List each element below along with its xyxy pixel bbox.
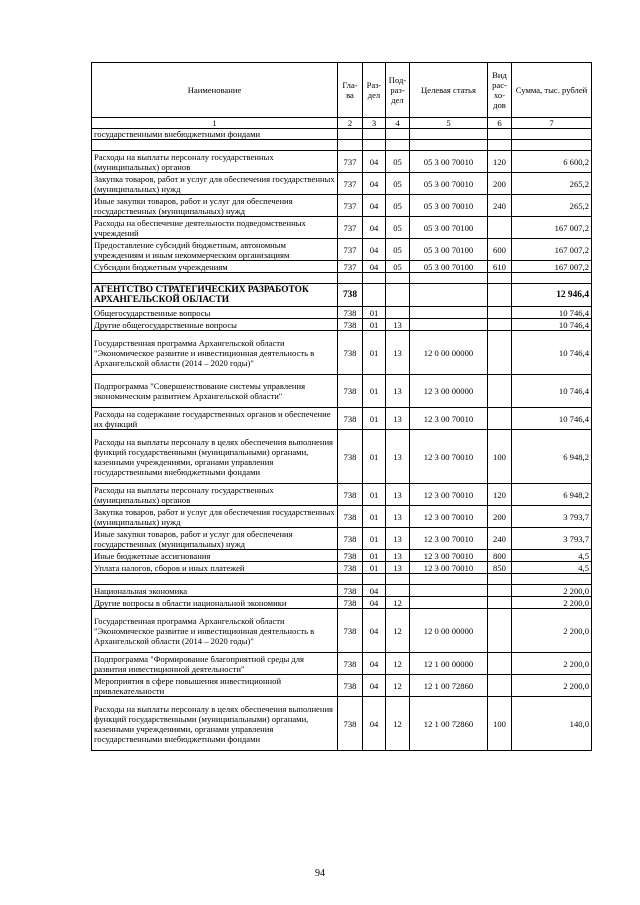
cell-amount: 167 007,2 xyxy=(512,239,592,261)
cell-name: Иные закупки товаров, работ и услуг для обеспечения государственных (муниципальных) нужд xyxy=(92,528,338,550)
table-row xyxy=(92,585,592,597)
cell-razdel: 01 xyxy=(363,319,386,331)
cell-name: Другие общегосударственные вопросы xyxy=(92,319,338,331)
cell-amount: 10 746,4 xyxy=(512,375,592,408)
cell-target-article: 12 3 00 00000 xyxy=(410,375,488,408)
cell-target-article xyxy=(410,273,488,284)
table-row xyxy=(92,550,592,562)
cell-expense-type: 100 xyxy=(488,697,512,751)
cell-expense-type xyxy=(488,307,512,319)
cell-amount: 10 746,4 xyxy=(512,408,592,430)
cell-podrazdel: 13 xyxy=(386,484,410,506)
cell-podrazdel: 13 xyxy=(386,506,410,528)
cell-name: Подпрограмма "Формирование благоприятной среды для развития инвестиционной деятельности" xyxy=(92,653,338,675)
cell-glava: 738 xyxy=(338,597,363,609)
cell-expense-type xyxy=(488,609,512,653)
cell-podrazdel: 13 xyxy=(386,550,410,562)
cell-amount xyxy=(512,574,592,585)
table-row xyxy=(92,151,592,173)
cell-glava: 738 xyxy=(338,697,363,751)
cell-glava: 738 xyxy=(338,307,363,319)
cell-amount xyxy=(512,273,592,284)
cell-podrazdel xyxy=(386,574,410,585)
cell-target-article: 05 3 00 70100 xyxy=(410,217,488,239)
cell-podrazdel: 13 xyxy=(386,375,410,408)
cell-glava: 738 xyxy=(338,585,363,597)
cell-amount: 2 200,0 xyxy=(512,675,592,697)
cell-name: Иные закупки товаров, работ и услуг для обеспечения государственных (муниципальных) нужд xyxy=(92,195,338,217)
cell-razdel: 01 xyxy=(363,506,386,528)
cell-name: Национальная экономика xyxy=(92,585,338,597)
cell-expense-type: 240 xyxy=(488,528,512,550)
cell-target-article: 12 3 00 70010 xyxy=(410,430,488,484)
cell-amount: 10 746,4 xyxy=(512,319,592,331)
cell-target-article: 12 3 00 70010 xyxy=(410,484,488,506)
cell-name: Расходы на содержание государственных органов и обеспечение их функций xyxy=(92,408,338,430)
cell-podrazdel: 13 xyxy=(386,331,410,375)
table-row xyxy=(92,653,592,675)
cell-glava: 737 xyxy=(338,239,363,261)
cell-name: государственными внебюджетными фондами xyxy=(92,129,338,140)
cell-name xyxy=(92,140,338,151)
table-row xyxy=(92,261,592,273)
cell-target-article xyxy=(410,284,488,307)
cell-target-article: 12 3 00 70010 xyxy=(410,408,488,430)
cell-expense-type: 240 xyxy=(488,195,512,217)
cell-expense-type xyxy=(488,574,512,585)
cell-name: Общегосударственные вопросы xyxy=(92,307,338,319)
cell-name: Государственная программа Архангельской области "Экономическое развитие и инвестиционная деятельность в Архангельской области (2014 – 2020 годы)" xyxy=(92,331,338,375)
cell-glava: 738 xyxy=(338,331,363,375)
cell-razdel: 04 xyxy=(363,653,386,675)
cell-amount: 6 948,2 xyxy=(512,484,592,506)
cell-razdel: 01 xyxy=(363,408,386,430)
cell-glava: 737 xyxy=(338,261,363,273)
cell-name: Расходы на выплаты персоналу в целях обеспечения выполнения функций государственными (муниципальными) органами, казенными учреждениями, органами управления государственными внебюджетными фондами xyxy=(92,697,338,751)
cell-expense-type: 850 xyxy=(488,562,512,574)
cell-podrazdel xyxy=(386,307,410,319)
cell-podrazdel: 13 xyxy=(386,562,410,574)
cell-name: Субсидии бюджетным учреждениям xyxy=(92,261,338,273)
cell-amount: 167 007,2 xyxy=(512,261,592,273)
cell-podrazdel xyxy=(386,140,410,151)
cell-name: Закупка товаров, работ и услуг для обеспечения государственных (муниципальных) нужд xyxy=(92,506,338,528)
cell-expense-type xyxy=(488,217,512,239)
column-number: 2 xyxy=(338,118,363,129)
cell-target-article xyxy=(410,129,488,140)
cell-razdel: 01 xyxy=(363,528,386,550)
cell-podrazdel: 05 xyxy=(386,151,410,173)
cell-glava xyxy=(338,273,363,284)
cell-amount: 6 600,2 xyxy=(512,151,592,173)
cell-razdel: 04 xyxy=(363,609,386,653)
cell-glava: 737 xyxy=(338,173,363,195)
table-row xyxy=(92,697,592,751)
cell-expense-type xyxy=(488,585,512,597)
table-row xyxy=(92,375,592,408)
table-row xyxy=(92,597,592,609)
cell-razdel: 01 xyxy=(363,430,386,484)
cell-amount xyxy=(512,129,592,140)
cell-amount: 10 746,4 xyxy=(512,307,592,319)
cell-glava xyxy=(338,140,363,151)
cell-razdel: 04 xyxy=(363,585,386,597)
cell-razdel: 01 xyxy=(363,307,386,319)
column-number: 1 xyxy=(92,118,338,129)
cell-glava: 738 xyxy=(338,430,363,484)
cell-amount: 3 793,7 xyxy=(512,506,592,528)
cell-expense-type: 100 xyxy=(488,430,512,484)
cell-name xyxy=(92,273,338,284)
cell-target-article: 05 3 00 70100 xyxy=(410,239,488,261)
cell-target-article: 05 3 00 70010 xyxy=(410,173,488,195)
table-row xyxy=(92,430,592,484)
table-header-row xyxy=(92,63,592,118)
cell-name: АГЕНТСТВО СТРАТЕГИЧЕСКИХ РАЗРАБОТОК АРХАНГЕЛЬСКОЙ ОБЛАСТИ xyxy=(92,284,338,307)
table-row xyxy=(92,408,592,430)
cell-expense-type: 120 xyxy=(488,151,512,173)
cell-razdel xyxy=(363,140,386,151)
cell-razdel: 04 xyxy=(363,195,386,217)
cell-target-article: 12 3 00 70010 xyxy=(410,506,488,528)
cell-expense-type xyxy=(488,675,512,697)
cell-podrazdel xyxy=(386,284,410,307)
cell-name: Предоставление субсидий бюджетным, автономным учреждениям и иным некоммерческим организациям xyxy=(92,239,338,261)
table-body xyxy=(92,129,592,751)
cell-amount: 2 200,0 xyxy=(512,597,592,609)
cell-glava: 738 xyxy=(338,550,363,562)
cell-razdel: 01 xyxy=(363,484,386,506)
column-number: 5 xyxy=(410,118,488,129)
cell-target-article: 12 3 00 70010 xyxy=(410,550,488,562)
cell-podrazdel xyxy=(386,585,410,597)
cell-amount: 3 793,7 xyxy=(512,528,592,550)
cell-glava xyxy=(338,129,363,140)
cell-name: Расходы на обеспечение деятельности подведомственных учреждений xyxy=(92,217,338,239)
budget-table xyxy=(91,62,592,751)
table-row xyxy=(92,675,592,697)
cell-podrazdel: 05 xyxy=(386,173,410,195)
cell-amount: 10 746,4 xyxy=(512,331,592,375)
cell-expense-type: 600 xyxy=(488,239,512,261)
cell-amount: 265,2 xyxy=(512,173,592,195)
table-row xyxy=(92,195,592,217)
header-expense-type: Вид рас-хо-дов xyxy=(488,63,512,118)
cell-amount xyxy=(512,140,592,151)
cell-expense-type xyxy=(488,140,512,151)
cell-glava: 738 xyxy=(338,408,363,430)
header-razdel: Раз-дел xyxy=(363,63,386,118)
cell-expense-type: 200 xyxy=(488,173,512,195)
column-number: 4 xyxy=(386,118,410,129)
cell-podrazdel: 13 xyxy=(386,430,410,484)
cell-glava: 738 xyxy=(338,675,363,697)
cell-glava: 738 xyxy=(338,609,363,653)
cell-expense-type: 200 xyxy=(488,506,512,528)
cell-podrazdel: 05 xyxy=(386,239,410,261)
cell-podrazdel: 05 xyxy=(386,217,410,239)
cell-glava: 738 xyxy=(338,319,363,331)
cell-glava: 738 xyxy=(338,528,363,550)
cell-name: Государственная программа Архангельской области "Экономическое развитие и инвестиционная деятельность в Архангельской области (2014 – 2020 годы)" xyxy=(92,609,338,653)
cell-podrazdel: 13 xyxy=(386,528,410,550)
cell-expense-type: 610 xyxy=(488,261,512,273)
cell-glava: 738 xyxy=(338,506,363,528)
cell-glava: 738 xyxy=(338,562,363,574)
cell-expense-type: 800 xyxy=(488,550,512,562)
header-amount: Сумма, тыс. рублей xyxy=(512,63,592,118)
cell-razdel: 04 xyxy=(363,173,386,195)
cell-razdel xyxy=(363,284,386,307)
cell-razdel: 01 xyxy=(363,562,386,574)
cell-razdel: 01 xyxy=(363,331,386,375)
cell-amount: 4,5 xyxy=(512,562,592,574)
cell-glava: 737 xyxy=(338,151,363,173)
cell-amount: 6 948,2 xyxy=(512,430,592,484)
cell-expense-type xyxy=(488,319,512,331)
cell-razdel xyxy=(363,129,386,140)
table-row xyxy=(92,129,592,140)
cell-target-article: 12 0 00 00000 xyxy=(410,609,488,653)
table-row xyxy=(92,609,592,653)
table-row xyxy=(92,284,592,307)
header-target-article: Целевая статья xyxy=(410,63,488,118)
cell-podrazdel: 12 xyxy=(386,609,410,653)
cell-podrazdel xyxy=(386,129,410,140)
cell-expense-type xyxy=(488,331,512,375)
cell-name: Подпрограмма "Совершенствование системы управления экономическим развитием Архангельской области" xyxy=(92,375,338,408)
cell-name: Расходы на выплаты персоналу государственных (муниципальных) органов xyxy=(92,151,338,173)
table-row xyxy=(92,307,592,319)
cell-razdel: 01 xyxy=(363,550,386,562)
cell-razdel xyxy=(363,574,386,585)
cell-name: Мероприятия в сфере повышения инвестиционной привлекательности xyxy=(92,675,338,697)
cell-target-article: 12 0 00 00000 xyxy=(410,331,488,375)
cell-amount: 2 200,0 xyxy=(512,609,592,653)
cell-target-article xyxy=(410,585,488,597)
cell-podrazdel: 12 xyxy=(386,675,410,697)
spacer-row xyxy=(92,574,592,585)
cell-amount: 2 200,0 xyxy=(512,585,592,597)
table-row xyxy=(92,506,592,528)
cell-expense-type xyxy=(488,375,512,408)
cell-expense-type xyxy=(488,653,512,675)
header-name: Наименование xyxy=(92,63,338,118)
cell-target-article xyxy=(410,307,488,319)
cell-expense-type xyxy=(488,284,512,307)
header-podrazdel: Под-раз-дел xyxy=(386,63,410,118)
cell-podrazdel: 13 xyxy=(386,319,410,331)
cell-glava: 737 xyxy=(338,217,363,239)
cell-amount: 140,0 xyxy=(512,697,592,751)
table-row xyxy=(92,217,592,239)
cell-expense-type xyxy=(488,408,512,430)
column-number: 7 xyxy=(512,118,592,129)
cell-name: Иные бюджетные ассигнования xyxy=(92,550,338,562)
table-row xyxy=(92,484,592,506)
cell-razdel: 04 xyxy=(363,151,386,173)
cell-name: Закупка товаров, работ и услуг для обеспечения государственных (муниципальных) нужд xyxy=(92,173,338,195)
column-number-row xyxy=(92,118,592,129)
cell-name xyxy=(92,574,338,585)
spacer-row xyxy=(92,273,592,284)
table-row xyxy=(92,173,592,195)
cell-amount: 2 200,0 xyxy=(512,653,592,675)
cell-amount: 4,5 xyxy=(512,550,592,562)
column-number: 3 xyxy=(363,118,386,129)
column-number: 6 xyxy=(488,118,512,129)
cell-glava: 738 xyxy=(338,653,363,675)
cell-target-article xyxy=(410,597,488,609)
cell-target-article xyxy=(410,140,488,151)
page-number: 94 xyxy=(315,868,325,879)
cell-expense-type xyxy=(488,597,512,609)
cell-podrazdel xyxy=(386,273,410,284)
cell-expense-type xyxy=(488,129,512,140)
cell-target-article: 12 1 00 00000 xyxy=(410,653,488,675)
cell-podrazdel: 05 xyxy=(386,195,410,217)
cell-glava: 738 xyxy=(338,284,363,307)
cell-target-article: 05 3 00 70010 xyxy=(410,151,488,173)
cell-target-article: 05 3 00 70010 xyxy=(410,195,488,217)
cell-target-article xyxy=(410,319,488,331)
cell-target-article xyxy=(410,574,488,585)
cell-glava: 737 xyxy=(338,195,363,217)
cell-razdel: 04 xyxy=(363,697,386,751)
cell-razdel: 04 xyxy=(363,675,386,697)
table-row xyxy=(92,562,592,574)
cell-podrazdel: 12 xyxy=(386,697,410,751)
cell-razdel: 04 xyxy=(363,261,386,273)
cell-razdel xyxy=(363,273,386,284)
table-row xyxy=(92,528,592,550)
cell-podrazdel: 13 xyxy=(386,408,410,430)
cell-razdel: 01 xyxy=(363,375,386,408)
cell-amount: 167 007,2 xyxy=(512,217,592,239)
cell-target-article: 12 3 00 70010 xyxy=(410,528,488,550)
cell-razdel: 04 xyxy=(363,239,386,261)
cell-podrazdel: 05 xyxy=(386,261,410,273)
cell-glava: 738 xyxy=(338,484,363,506)
cell-name: Расходы на выплаты персоналу государственных (муниципальных) органов xyxy=(92,484,338,506)
table-row xyxy=(92,331,592,375)
cell-target-article: 12 1 00 72860 xyxy=(410,675,488,697)
cell-name: Другие вопросы в области национальной экономики xyxy=(92,597,338,609)
header-glava: Гла-ва xyxy=(338,63,363,118)
cell-razdel: 04 xyxy=(363,217,386,239)
cell-glava: 738 xyxy=(338,375,363,408)
table-row xyxy=(92,319,592,331)
spacer-row xyxy=(92,140,592,151)
cell-razdel: 04 xyxy=(363,597,386,609)
table-row xyxy=(92,239,592,261)
cell-target-article: 05 3 00 70100 xyxy=(410,261,488,273)
cell-expense-type: 120 xyxy=(488,484,512,506)
cell-amount: 265,2 xyxy=(512,195,592,217)
cell-target-article: 12 1 00 72860 xyxy=(410,697,488,751)
cell-name: Уплата налогов, сборов и иных платежей xyxy=(92,562,338,574)
cell-name: Расходы на выплаты персоналу в целях обеспечения выполнения функций государственными (муниципальными) органами, казенными учреждениями, органами управления государственными внебюджетными фондами xyxy=(92,430,338,484)
cell-expense-type xyxy=(488,273,512,284)
cell-target-article: 12 3 00 70010 xyxy=(410,562,488,574)
cell-podrazdel: 12 xyxy=(386,597,410,609)
cell-glava xyxy=(338,574,363,585)
cell-podrazdel: 12 xyxy=(386,653,410,675)
cell-amount: 12 946,4 xyxy=(512,284,592,307)
